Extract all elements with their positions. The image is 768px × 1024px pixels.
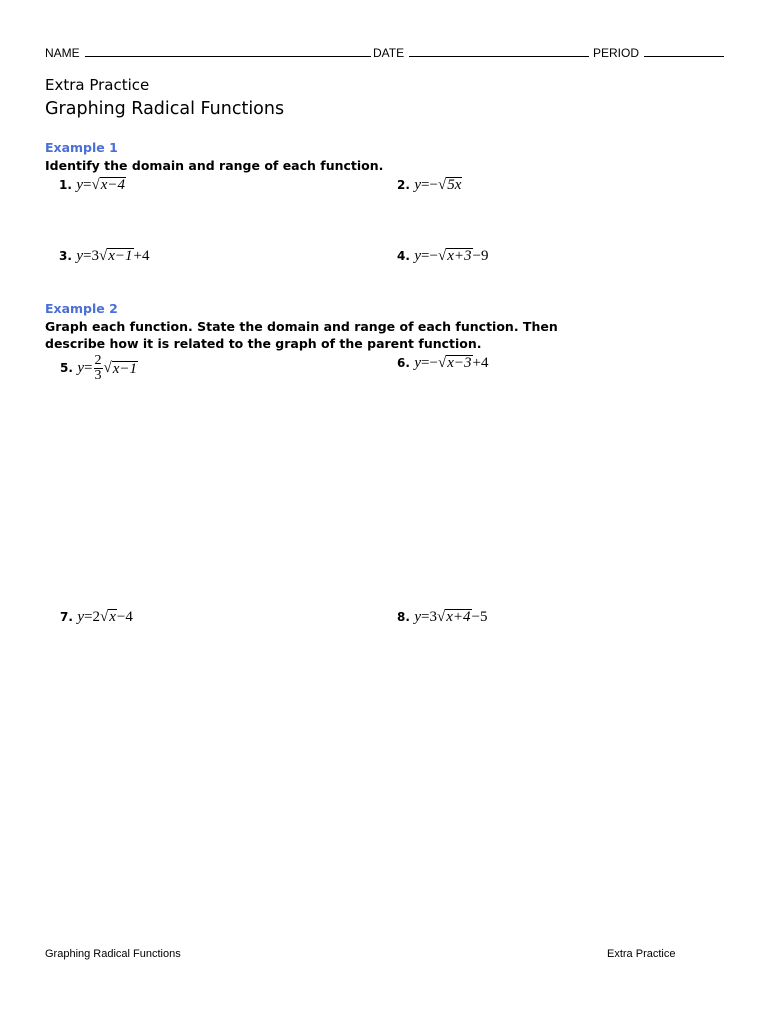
equation-lhs: y bbox=[76, 248, 84, 264]
example-1-label: Example 1 bbox=[45, 140, 118, 155]
equation bbox=[414, 609, 487, 625]
radical-sign-icon: √ bbox=[437, 177, 447, 193]
equation bbox=[414, 355, 488, 371]
equals-sign: = bbox=[84, 609, 93, 625]
problem-number: 1. bbox=[59, 178, 72, 192]
equation-suffix: −4 bbox=[116, 609, 133, 625]
radicand: x−1 bbox=[112, 360, 138, 377]
problem-number: 7. bbox=[60, 610, 73, 624]
equals-sign: = bbox=[421, 248, 430, 264]
equation-prefix: 3 bbox=[91, 248, 100, 264]
radical-sign-icon: √ bbox=[91, 177, 100, 193]
date-blank[interactable] bbox=[409, 46, 589, 57]
name-field[interactable] bbox=[45, 46, 371, 60]
footer-left: Graphing Radical Functions bbox=[45, 948, 181, 960]
equation-prefix: 3 bbox=[429, 609, 438, 625]
problem-number: 3. bbox=[59, 249, 72, 263]
footer-right: Extra Practice bbox=[607, 948, 676, 960]
fraction bbox=[94, 354, 103, 383]
equation-prefix: − bbox=[429, 355, 438, 371]
problem-4 bbox=[397, 247, 488, 265]
equation-lhs: y bbox=[77, 360, 85, 376]
equation-prefix: 2 bbox=[92, 609, 101, 625]
period-field[interactable] bbox=[593, 46, 724, 60]
equation-suffix: −9 bbox=[472, 248, 489, 264]
example-1-instructions: Identify the domain and range of each function. bbox=[45, 158, 384, 173]
fraction-numerator: 2 bbox=[94, 353, 102, 368]
equation-prefix: − bbox=[429, 248, 438, 264]
radical-sign-icon: √ bbox=[437, 609, 446, 625]
equation bbox=[77, 354, 138, 383]
problem-number: 4. bbox=[397, 249, 410, 263]
equals-sign: = bbox=[83, 177, 92, 193]
equation bbox=[414, 177, 462, 193]
problem-5 bbox=[60, 354, 138, 383]
problem-6 bbox=[397, 354, 488, 372]
equation-lhs: y bbox=[414, 609, 422, 625]
radicand: x−3 bbox=[447, 355, 472, 371]
problem-2 bbox=[397, 176, 462, 194]
equation-suffix: −5 bbox=[471, 609, 488, 625]
equation-prefix: − bbox=[429, 177, 438, 193]
problem-number: 8. bbox=[397, 610, 410, 624]
equation-lhs: y bbox=[414, 248, 422, 264]
equals-sign: = bbox=[421, 609, 430, 625]
problem-7 bbox=[60, 608, 133, 626]
equals-sign: = bbox=[83, 248, 92, 264]
radicand: x+4 bbox=[446, 609, 471, 625]
name-blank[interactable] bbox=[85, 46, 371, 57]
radicand: x−1 bbox=[108, 248, 133, 264]
equation-suffix: +4 bbox=[133, 248, 150, 264]
equation-lhs: y bbox=[414, 355, 422, 371]
equation bbox=[414, 248, 488, 264]
date-label: DATE bbox=[373, 46, 405, 60]
example-2-instructions: Graph each function. State the domain and range of each function. Then describe how it is related to the graph of the parent function. bbox=[45, 319, 558, 351]
problem-1 bbox=[59, 176, 126, 194]
radical-sign-icon: √ bbox=[437, 248, 447, 264]
equation-suffix: +4 bbox=[472, 355, 489, 371]
equation-lhs: y bbox=[77, 609, 85, 625]
equation-lhs: y bbox=[414, 177, 422, 193]
problem-number: 5. bbox=[60, 360, 73, 375]
example-2-label: Example 2 bbox=[45, 301, 118, 316]
problem-number: 2. bbox=[397, 178, 410, 192]
name-label: NAME bbox=[45, 46, 80, 60]
equation bbox=[76, 248, 149, 264]
radicand: x+3 bbox=[447, 248, 472, 264]
period-label: PERIOD bbox=[593, 46, 640, 60]
problem-3 bbox=[59, 247, 150, 265]
period-blank[interactable] bbox=[644, 46, 724, 57]
radicand: x bbox=[109, 609, 116, 625]
equation bbox=[77, 609, 133, 625]
problem-number: 6. bbox=[397, 356, 410, 370]
equals-sign: = bbox=[84, 360, 93, 376]
radical-sign-icon: √ bbox=[100, 609, 109, 625]
worksheet-title: Graphing Radical Functions bbox=[45, 99, 285, 119]
radicand: x−4 bbox=[100, 177, 126, 193]
equals-sign: = bbox=[421, 355, 430, 371]
equation bbox=[76, 177, 126, 193]
problem-8 bbox=[397, 608, 488, 626]
date-field[interactable] bbox=[373, 46, 589, 60]
equals-sign: = bbox=[421, 177, 430, 193]
radical-sign-icon: √ bbox=[99, 248, 108, 264]
radicand: 5x bbox=[447, 177, 462, 193]
equation-lhs: y bbox=[76, 177, 84, 193]
radical-sign-icon: √ bbox=[103, 360, 112, 376]
fraction-denominator: 3 bbox=[94, 368, 102, 383]
radical-sign-icon: √ bbox=[437, 355, 447, 371]
worksheet-subtitle: Extra Practice bbox=[45, 76, 150, 94]
